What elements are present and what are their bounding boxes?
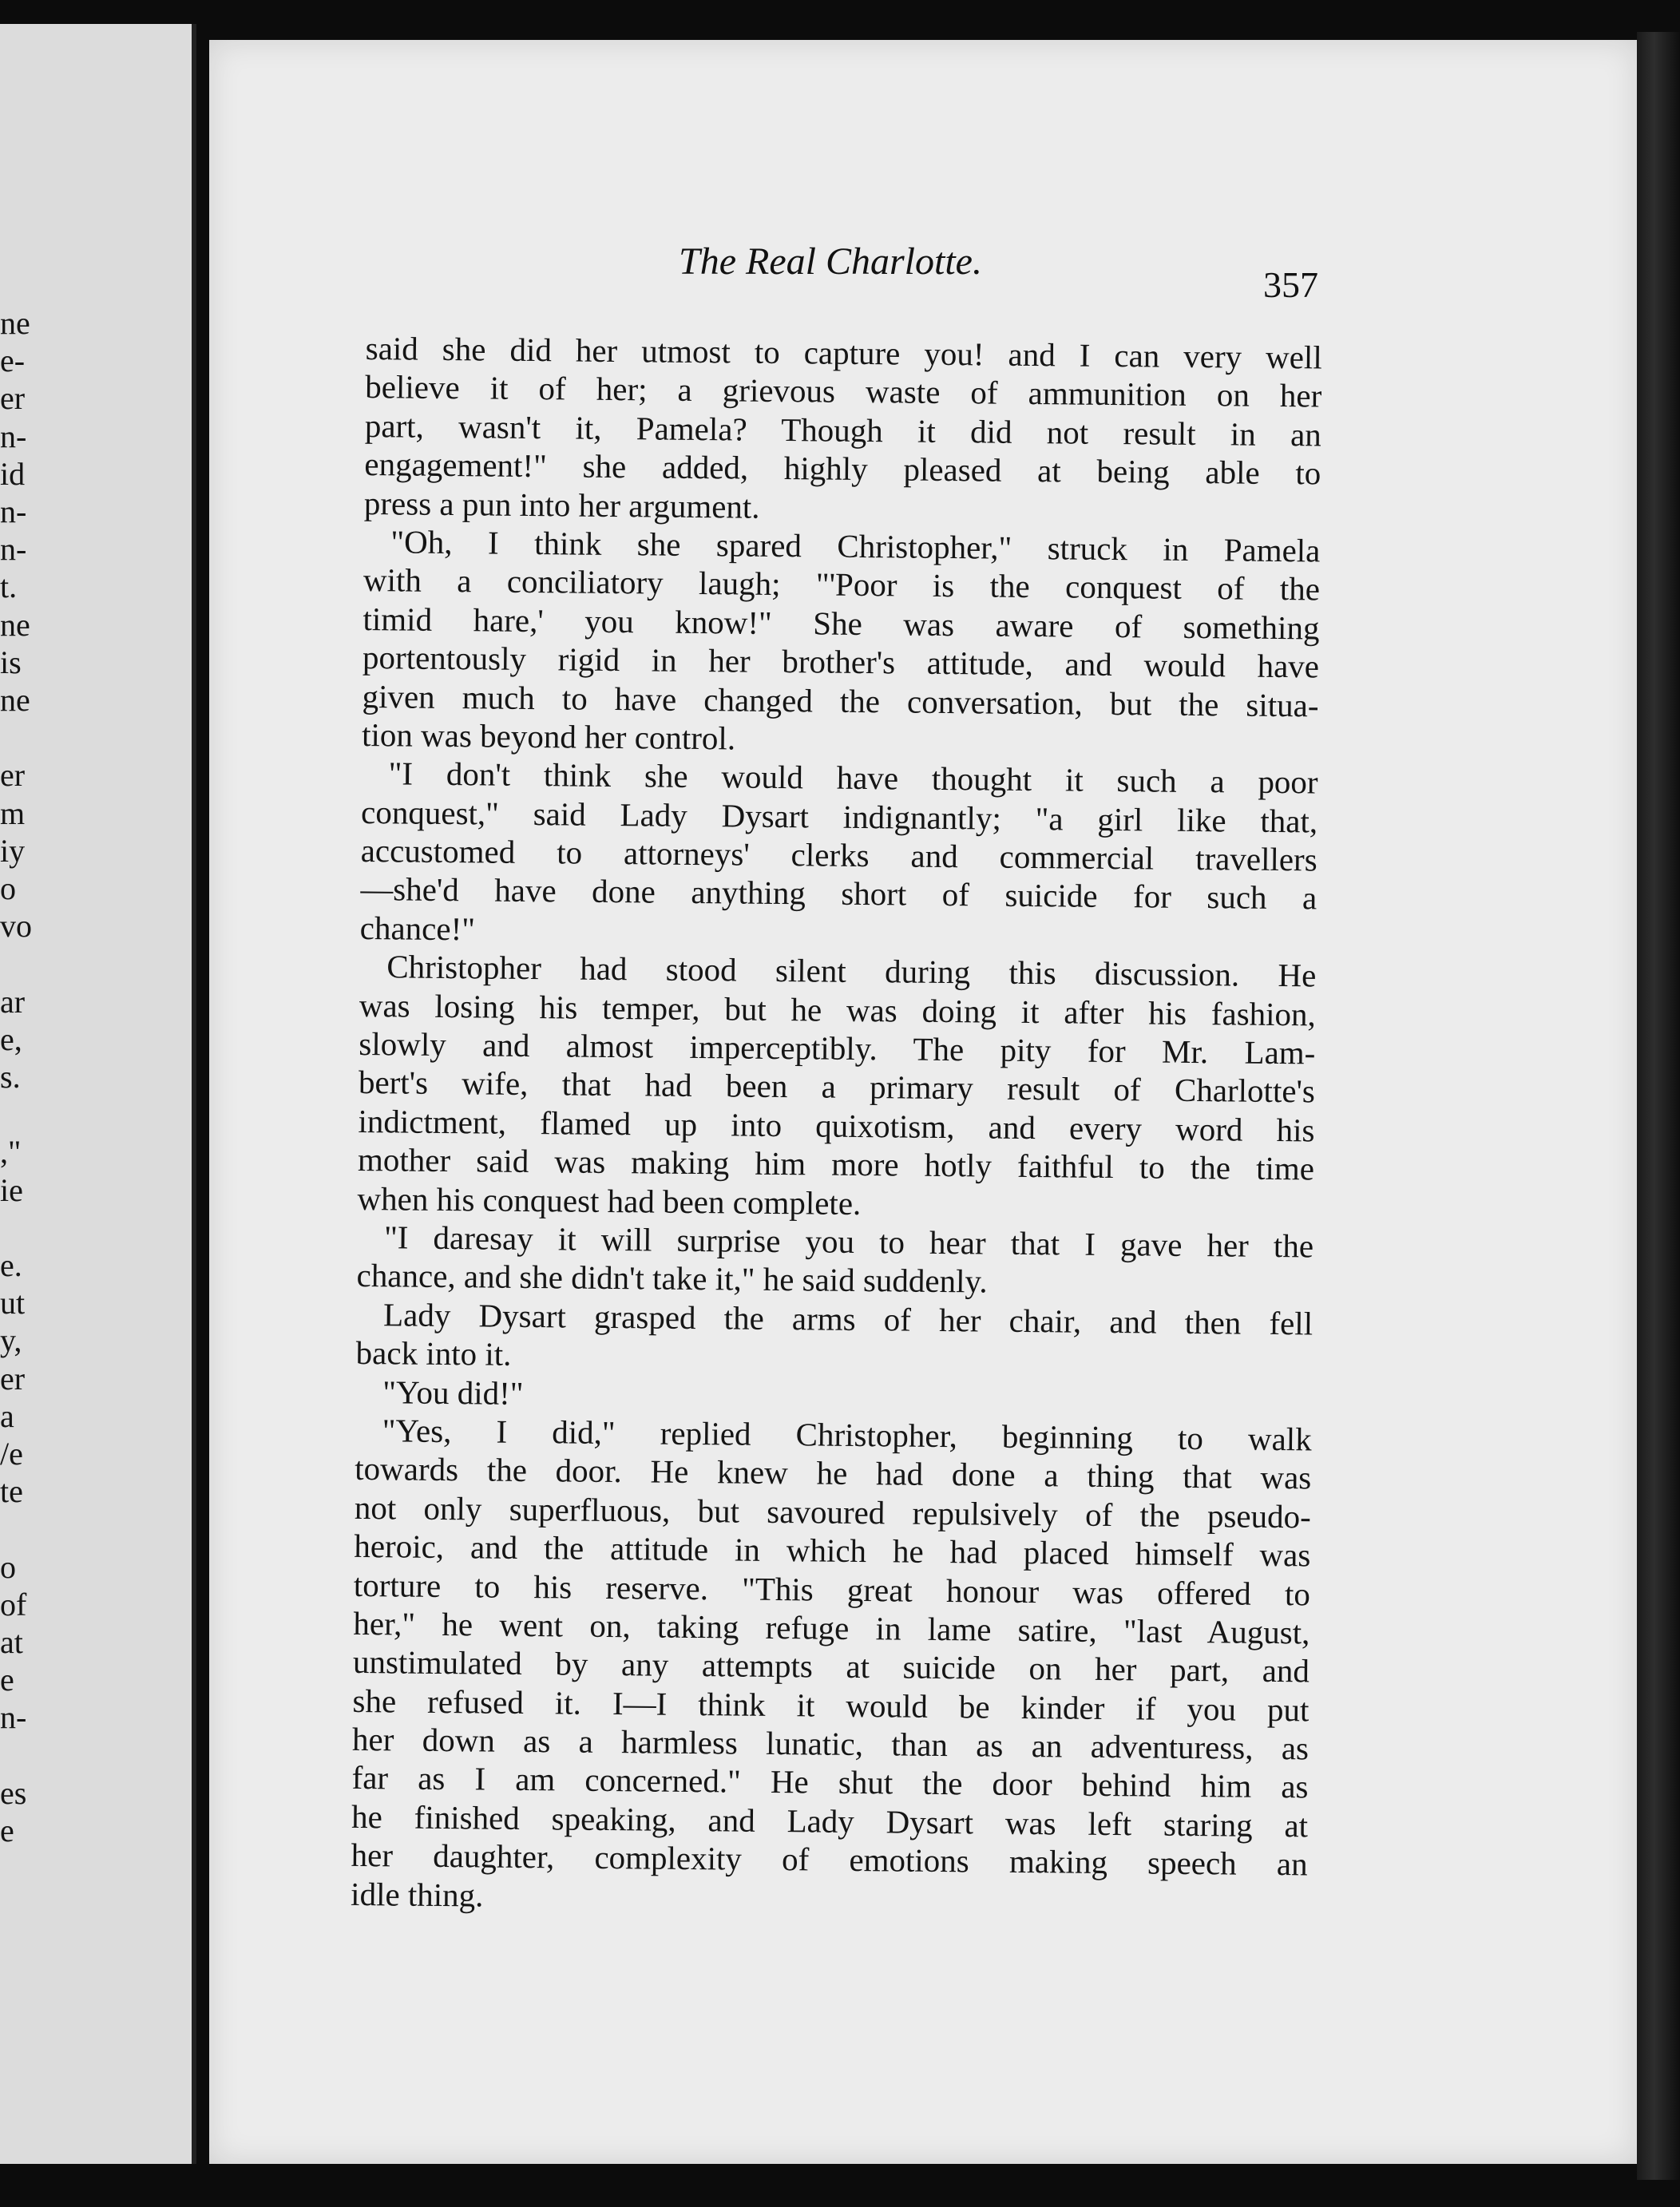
left-page-fragment: er <box>0 380 26 417</box>
left-page-fragment: n- <box>0 418 27 454</box>
text-line: bert's wife, that had been a primary result of Charlotte's <box>358 1064 1316 1110</box>
text-line: tion was beyond her control. <box>361 715 736 757</box>
left-page-fragment: of <box>0 1586 27 1623</box>
text-line: torture to his reserve. "This great honour was offered to <box>353 1566 1311 1612</box>
left-page-fragment: ," <box>0 1134 22 1171</box>
text-line: was losing his temper, but he was doing it after his fashion, <box>359 986 1317 1033</box>
text-line: conquest," said Lady Dysart indignantly; "a girl like that, <box>360 793 1318 840</box>
text-line: part, wasn't it, Pamela? Though it did not result in an <box>364 406 1322 454</box>
text-line: when his conquest had been complete. <box>357 1179 862 1222</box>
page-edge <box>1637 32 1680 2180</box>
text-line: her daughter, complexity of emotions making speech an <box>351 1837 1308 1883</box>
text-line: Lady Dysart grasped the arms of her chair, and then fell <box>382 1296 1313 1342</box>
left-page-fragment: is <box>0 644 22 680</box>
text-line: towards the door. He knew he had done a thing that was <box>355 1450 1312 1496</box>
left-page-fragment: te <box>0 1473 23 1510</box>
text-line: indictment, flamed up into quixotism, and every word his <box>358 1102 1315 1149</box>
left-page-fragment: a <box>0 1397 14 1434</box>
text-line: —she'd have done anything short of suicide for such a <box>360 870 1317 917</box>
text-line: "I don't think she would have thought it such a poor <box>388 755 1318 801</box>
text-line: Christopher had stood silent during this discussion. He <box>386 948 1317 994</box>
text-line: given much to have changed the conversation, but the situa- <box>362 677 1319 723</box>
left-page-fragment: at <box>0 1624 23 1660</box>
left-page-fragment: er <box>0 1360 26 1397</box>
text-line: idle thing. <box>350 1875 484 1914</box>
left-page-fragment: e. <box>0 1247 22 1283</box>
left-page-fragment: o <box>0 870 16 906</box>
text-line: far as I am concerned." He shut the door behind him as <box>351 1759 1309 1805</box>
left-page-fragment: ut <box>0 1285 26 1321</box>
left-page-fragment: ne <box>0 305 30 341</box>
left-page-fragment: e- <box>0 343 26 379</box>
text-line: "Oh, I think she spared Christopher," struck in Pamela <box>390 523 1321 569</box>
text-line: chance, and she didn't take it," he said suddenly. <box>356 1257 988 1300</box>
text-line: press a pun into her argument. <box>363 484 760 525</box>
text-line: unstimulated by any attempts at suicide on her part, and <box>352 1643 1310 1690</box>
text-line: "I daresay it will surprise you to hear that I gave her the <box>383 1218 1314 1265</box>
text-line: chance!" <box>359 909 476 948</box>
left-page-fragment: vo <box>0 908 32 945</box>
page-number: 357 <box>1263 264 1318 305</box>
text-line: her down as a harmless lunatic, than as an adventuress, as <box>351 1720 1310 1767</box>
text-line: believe it of her; a grievous waste of ammunition on her <box>365 368 1322 414</box>
running-title: The Real Charlotte. <box>679 240 982 283</box>
left-page-fragment: s. <box>0 1059 21 1095</box>
left-page-fragment: n- <box>0 493 27 529</box>
left-page-fragment: er <box>0 757 26 794</box>
text-line: with a conciliatory laugh; "'Poor is the conquest of the <box>363 561 1321 608</box>
body-text <box>351 329 1322 1922</box>
left-page-fragment: ne <box>0 606 30 643</box>
text-line: timid hare,' you know!" She was aware of something <box>363 600 1320 647</box>
left-page-fragment: y, <box>0 1322 22 1359</box>
text-line: she refused it. I—I think it would be kinder if you put <box>352 1682 1310 1729</box>
left-page-fragment: /e <box>0 1436 23 1472</box>
left-page-fragment: e, <box>0 1020 22 1057</box>
text-line: mother said was making him more hotly faithful to the time <box>357 1141 1315 1187</box>
left-page-fragment: m <box>0 794 26 831</box>
text-line: portentously rigid in her brother's attitude, and would have <box>362 639 1320 685</box>
left-page-fragment: id <box>0 455 26 492</box>
left-page-fragment: e <box>0 1662 14 1698</box>
left-page-fragment: ne <box>0 682 30 718</box>
text-line: said she did her utmost to capture you! and I can very well <box>365 329 1322 376</box>
text-line: back into it. <box>355 1334 512 1373</box>
left-page-fragment: n- <box>0 1699 27 1736</box>
left-facing-page <box>0 24 196 2164</box>
text-line: "Yes, I did," replied Christopher, beginning to walk <box>382 1412 1312 1458</box>
text-line: her," he went on, taking refuge in lame satire, "last August, <box>353 1604 1310 1651</box>
left-page-text-fragments <box>0 24 192 2164</box>
text-line: "You did!" <box>382 1373 524 1412</box>
text-line: accustomed to attorneys' clerks and commercial travellers <box>360 832 1317 878</box>
left-page-fragment: ar <box>0 983 26 1020</box>
left-page-fragment: e <box>0 1813 14 1848</box>
text-line: slowly and almost imperceptibly. The pity for Mr. Lam- <box>359 1024 1316 1072</box>
left-page-fragment: n- <box>0 531 27 568</box>
left-page-fragment: es <box>0 1774 27 1811</box>
text-line: not only superfluous, but savoured repulsively of the pseudo- <box>354 1488 1311 1535</box>
text-line: engagement!" she added, highly pleased at being able to <box>364 446 1321 492</box>
left-page-fragment: iy <box>0 832 26 869</box>
left-page-fragment: t. <box>0 569 18 605</box>
left-page-fragment: ie <box>0 1171 23 1208</box>
text-line: he finished speaking, and Lady Dysart was left staring at <box>351 1797 1309 1844</box>
left-page-fragment: o <box>0 1548 16 1585</box>
text-line: heroic, and the attitude in which he had placed himself was <box>354 1527 1311 1574</box>
